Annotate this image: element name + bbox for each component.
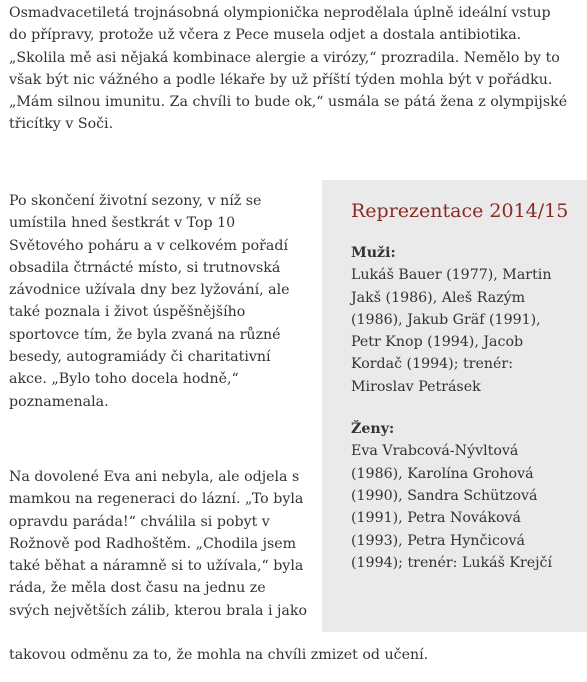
sidebar-title: Reprezentace 2014/15	[351, 200, 569, 222]
article-paragraph-1: Osmadvacetiletá trojnásobná olympionička neprodělala úplně ideální vstup do přípravy, protože už včera z Pece musela odjet a dostala antibiotika. „Skolila mě asi nějaká kombinace alergie a virózy,“ prozradila. Nemělo by to však být nic vážného a podle lékaře by už příští týden mohla být v pořádku. „Mám silnou imunitu. Za chvíli to bude ok,“ usmála se pátá žena z olympijské třicítky v Soči.	[9, 5, 568, 133]
article-paragraph-3-tail: takovou odměnu za to, že mohla na chvíli zmizet od učení.	[9, 647, 429, 663]
women-roster: Eva Vrabcová-Nývltová (1986), Karolína Grohová (1990), Sandra Schützová (1991), Petra Nováková (1993), Petra Hynčicová (1994); trenér: Lukáš Krejčí	[351, 443, 553, 571]
men-label: Muži:	[351, 245, 396, 261]
article-paragraph-3: Na dovolené Eva ani nebyla, ale odjela s mamkou na regeneraci do lázní. „To byla opravdu paráda!“ chválila si pobyt v Rožnově pod Radhoštěm. „Chodila jsem také běhat a náramně si to užívala,“ byla ráda, že měla dost času na jednu ze svých největších zálib, kterou brala i jako	[9, 469, 308, 619]
team-roster-sidebar	[322, 180, 587, 632]
men-roster: Lukáš Bauer (1977), Martin Jakš (1986), Aleš Razým (1986), Jakub Gräf (1991), Petr Knop (1994), Jacob Kordač (1994); trenér: Miroslav Petrásek	[351, 267, 552, 395]
women-label: Ženy:	[351, 421, 395, 438]
article-paragraph-2: Po skončení životní sezony, v níž se umístila hned šestkrát v Top 10 Světového poháru a v celkovém pořadí obsadila čtrnácté místo, si trutnovská závodnice užívala dny bez lyžování, ale také poznala i život úspěšnějšího sportovce tím, že byla zvaná na různé besedy, autogramiády či charitativní akce. „Bylo toho docela hodně,“ poznamenala.	[9, 193, 290, 410]
